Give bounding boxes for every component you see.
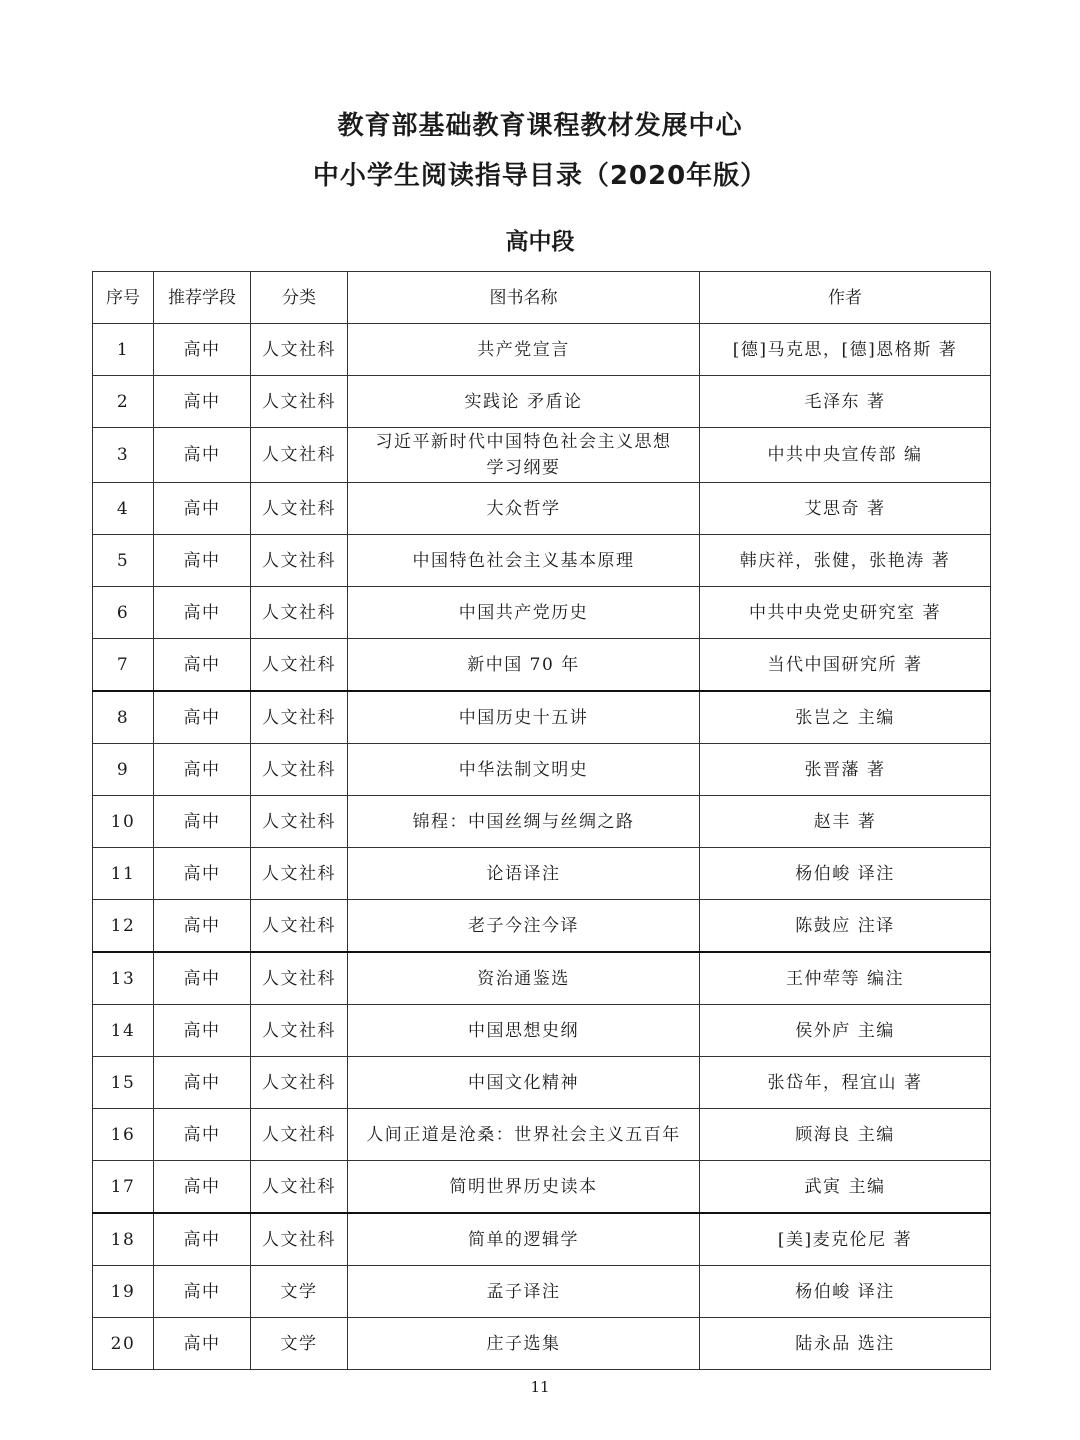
cell-category: 人文社科 (251, 1057, 348, 1109)
table-row (93, 900, 991, 953)
cell-book-title: 实践论 矛盾论 (348, 376, 700, 428)
document-subtitle: 中小学生阅读指导目录（2020年版） (312, 161, 768, 191)
cell-book-title: 简单的逻辑学 (348, 1213, 700, 1266)
cell-stage: 高中 (154, 1266, 251, 1318)
table-row (93, 1213, 991, 1266)
cell-category: 人文社科 (251, 691, 348, 744)
cell-book-title: 简明世界历史读本 (348, 1161, 700, 1214)
table-row (93, 483, 991, 535)
cell-category: 人文社科 (251, 900, 348, 953)
cell-book-title: 孟子译注 (348, 1266, 700, 1318)
cell-number: 7 (93, 639, 154, 692)
cell-number: 16 (93, 1109, 154, 1161)
cell-author: 杨伯峻 译注 (700, 1266, 991, 1318)
cell-category: 人文社科 (251, 639, 348, 692)
cell-book-title: 中国共产党历史 (348, 587, 700, 639)
cell-category: 文学 (251, 1318, 348, 1370)
cell-book-title: 新中国 70 年 (348, 639, 700, 692)
cell-number: 6 (93, 587, 154, 639)
cell-book-title: 共产党宣言 (348, 324, 700, 376)
cell-stage: 高中 (154, 796, 251, 848)
cell-number: 13 (93, 952, 154, 1005)
cell-category: 人文社科 (251, 952, 348, 1005)
cell-stage: 高中 (154, 1213, 251, 1266)
table-row (93, 691, 991, 744)
table-row (93, 1318, 991, 1370)
cell-author: 陆永品 选注 (700, 1318, 991, 1370)
cell-book-title: 论语译注 (348, 848, 700, 900)
table-row (93, 1266, 991, 1318)
column-header-category: 分类 (251, 272, 348, 324)
cell-category: 人文社科 (251, 428, 348, 483)
cell-author: 中共中央党史研究室 著 (700, 587, 991, 639)
column-header-book-title: 图书名称 (348, 272, 700, 324)
cell-stage: 高中 (154, 587, 251, 639)
cell-book-title: 锦程：中国丝绸与丝绸之路 (348, 796, 700, 848)
cell-number: 2 (93, 376, 154, 428)
cell-author: 当代中国研究所 著 (700, 639, 991, 692)
cell-author: 毛泽东 著 (700, 376, 991, 428)
cell-author: [美]麦克伦尼 著 (700, 1213, 991, 1266)
cell-book-title: 中国思想史纲 (348, 1005, 700, 1057)
cell-number: 17 (93, 1161, 154, 1214)
cell-number: 4 (93, 483, 154, 535)
cell-author: 顾海良 主编 (700, 1109, 991, 1161)
cell-number: 18 (93, 1213, 154, 1266)
cell-author: 艾思奇 著 (700, 483, 991, 535)
cell-stage: 高中 (154, 428, 251, 483)
cell-book-title: 中国文化精神 (348, 1057, 700, 1109)
cell-category: 人文社科 (251, 1005, 348, 1057)
cell-stage: 高中 (154, 483, 251, 535)
cell-stage: 高中 (154, 691, 251, 744)
table-row (93, 744, 991, 796)
cell-category: 人文社科 (251, 1213, 348, 1266)
cell-book-title: 资治通鉴选 (348, 952, 700, 1005)
cell-stage: 高中 (154, 1005, 251, 1057)
cell-number: 1 (93, 324, 154, 376)
table-row (93, 952, 991, 1005)
cell-stage: 高中 (154, 1109, 251, 1161)
cell-book-title: 中国历史十五讲 (348, 691, 700, 744)
cell-category: 人文社科 (251, 535, 348, 587)
cell-category: 人文社科 (251, 848, 348, 900)
table-header-row (93, 272, 991, 324)
cell-stage: 高中 (154, 324, 251, 376)
cell-author: 武寅 主编 (700, 1161, 991, 1214)
cell-category: 人文社科 (251, 324, 348, 376)
cell-author: 中共中央宣传部 编 (700, 428, 991, 483)
cell-book-title: 庄子选集 (348, 1318, 700, 1370)
cell-number: 14 (93, 1005, 154, 1057)
cell-category: 人文社科 (251, 483, 348, 535)
column-header-author: 作者 (700, 272, 991, 324)
cell-number: 19 (93, 1266, 154, 1318)
cell-book-title: 老子今注今译 (348, 900, 700, 953)
table-row (93, 848, 991, 900)
cell-stage: 高中 (154, 639, 251, 692)
cell-category: 人文社科 (251, 1161, 348, 1214)
cell-number: 10 (93, 796, 154, 848)
cell-number: 5 (93, 535, 154, 587)
cell-category: 文学 (251, 1266, 348, 1318)
cell-number: 20 (93, 1318, 154, 1370)
cell-author: 张岂之 主编 (700, 691, 991, 744)
cell-book-title: 人间正道是沧桑：世界社会主义五百年 (348, 1109, 700, 1161)
cell-stage: 高中 (154, 952, 251, 1005)
cell-stage: 高中 (154, 848, 251, 900)
cell-number: 12 (93, 900, 154, 953)
page-number: 11 (530, 1378, 550, 1396)
cell-author: [德]马克思，[德]恩格斯 著 (700, 324, 991, 376)
cell-author: 赵丰 著 (700, 796, 991, 848)
cell-number: 9 (93, 744, 154, 796)
cell-author: 王仲荦等 编注 (700, 952, 991, 1005)
cell-number: 11 (93, 848, 154, 900)
cell-author: 韩庆祥，张健，张艳涛 著 (700, 535, 991, 587)
section-heading: 高中段 (505, 229, 575, 255)
cell-stage: 高中 (154, 1318, 251, 1370)
document-title: 教育部基础教育课程教材发展中心 (337, 111, 743, 141)
cell-number: 15 (93, 1057, 154, 1109)
table-row (93, 587, 991, 639)
cell-stage: 高中 (154, 535, 251, 587)
table-row (93, 376, 991, 428)
table-row (93, 1109, 991, 1161)
cell-book-title: 中国特色社会主义基本原理 (348, 535, 700, 587)
cell-book-title: 习近平新时代中国特色社会主义思想学习纲要 (348, 428, 700, 483)
cell-book-title: 中华法制文明史 (348, 744, 700, 796)
cell-category: 人文社科 (251, 744, 348, 796)
column-header-stage: 推荐学段 (154, 272, 251, 324)
table-row (93, 1005, 991, 1057)
cell-category: 人文社科 (251, 1109, 348, 1161)
cell-author: 侯外庐 主编 (700, 1005, 991, 1057)
cell-category: 人文社科 (251, 587, 348, 639)
table-row (93, 1057, 991, 1109)
cell-category: 人文社科 (251, 796, 348, 848)
cell-author: 张晋藩 著 (700, 744, 991, 796)
table-row (93, 535, 991, 587)
cell-author: 陈鼓应 注译 (700, 900, 991, 953)
cell-number: 8 (93, 691, 154, 744)
table-row (93, 324, 991, 376)
table-row (93, 1161, 991, 1214)
cell-stage: 高中 (154, 744, 251, 796)
cell-author: 张岱年，程宜山 著 (700, 1057, 991, 1109)
cell-author: 杨伯峻 译注 (700, 848, 991, 900)
cell-stage: 高中 (154, 376, 251, 428)
table-row (93, 639, 991, 692)
table-row (93, 796, 991, 848)
column-header-number: 序号 (93, 272, 154, 324)
cell-stage: 高中 (154, 1057, 251, 1109)
table-row (93, 428, 991, 483)
cell-category: 人文社科 (251, 376, 348, 428)
cell-book-title: 大众哲学 (348, 483, 700, 535)
reading-list-table (92, 271, 991, 1370)
cell-stage: 高中 (154, 900, 251, 953)
cell-stage: 高中 (154, 1161, 251, 1214)
cell-number: 3 (93, 428, 154, 483)
